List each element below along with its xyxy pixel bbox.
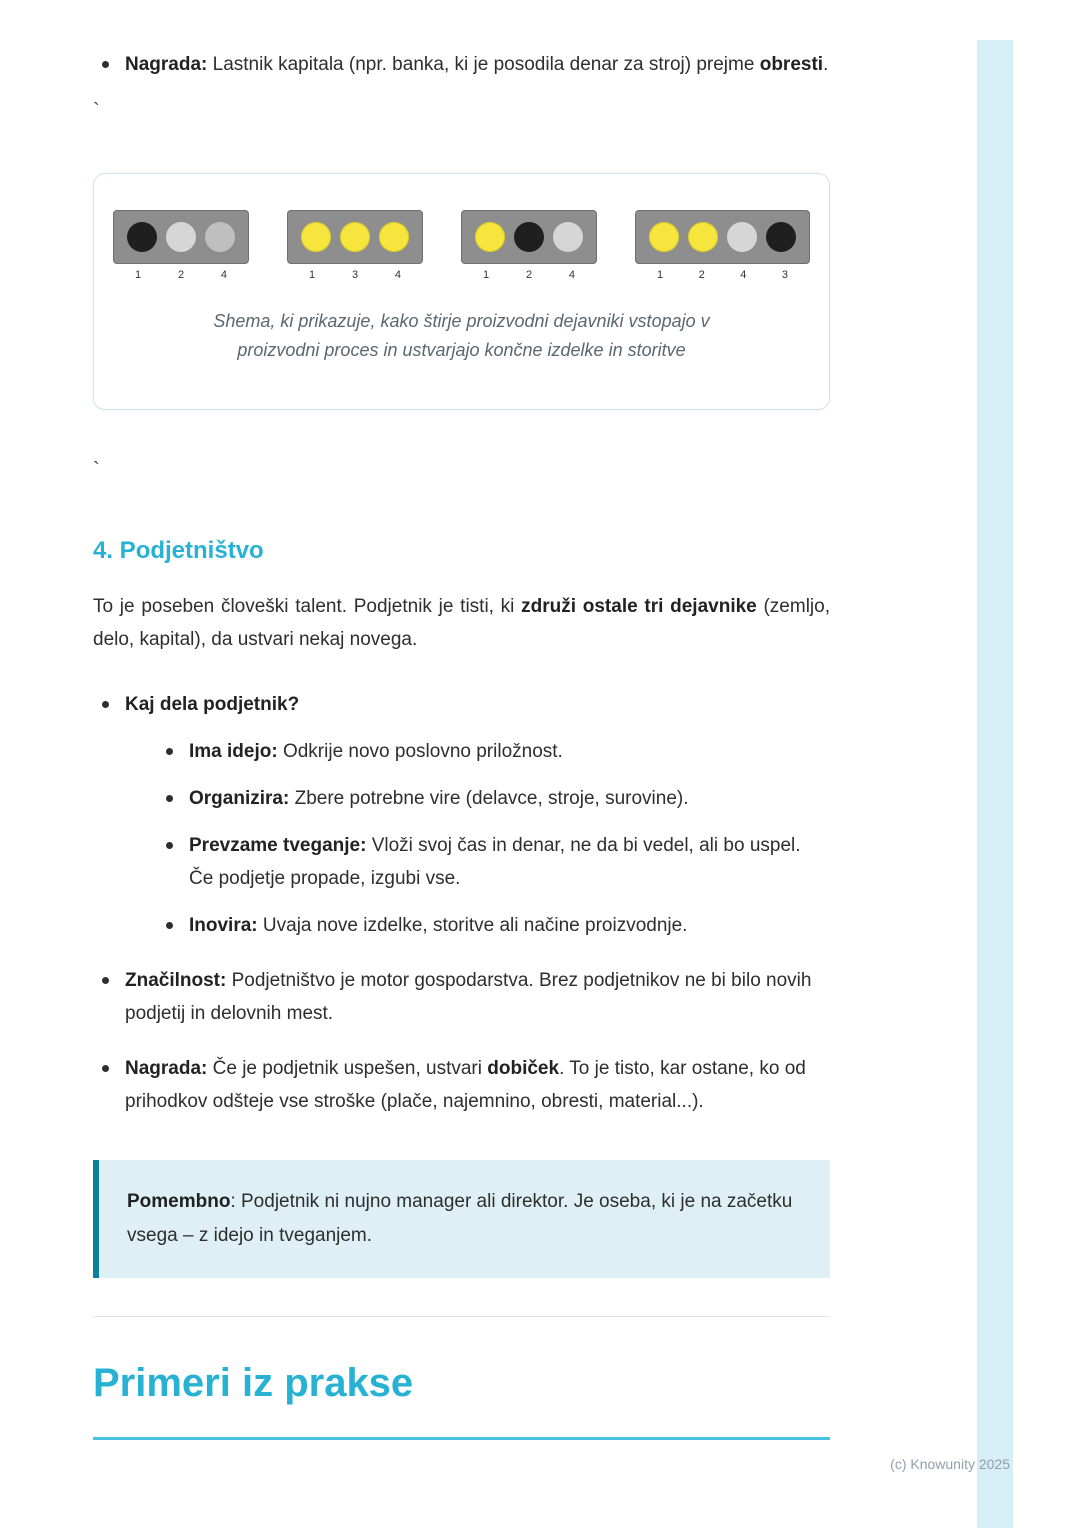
bullet-label: Značilnost:	[125, 970, 227, 991]
bullet-label: Ima idejo:	[189, 741, 278, 762]
bullet-tail: .	[823, 54, 829, 75]
traffic-light-circle-yellow	[475, 222, 505, 252]
traffic-light-number: 4	[220, 269, 227, 281]
bullet-emphasis: dobiček	[487, 1058, 560, 1079]
bullet-text: Zbere potrebne vire (delavce, stroje, surovine).	[289, 788, 689, 809]
bullet-emphasis: obresti	[759, 54, 824, 75]
traffic-light-circle-black	[127, 222, 157, 252]
traffic-light-number: 4	[394, 269, 401, 281]
traffic-light-circle-lightgray	[166, 222, 196, 252]
traffic-light-image	[287, 210, 423, 281]
teal-divider	[93, 1437, 830, 1440]
entrepreneur-list	[93, 688, 830, 1118]
traffic-light-circle-black	[514, 222, 544, 252]
bullet-text: Odkrije novo poslovno priložnost.	[277, 741, 563, 762]
bullet-label: Kaj dela podjetnik?	[125, 694, 300, 715]
traffic-light-body	[113, 210, 249, 264]
bullet-tail: . To je tisto, kar ostane, ko od prihodkov odšteje vse stroške (plače, najemnino, obresti, material...).	[125, 1058, 806, 1112]
traffic-light-image	[461, 210, 597, 281]
traffic-light-body	[635, 210, 810, 264]
traffic-light-circle-yellow	[301, 222, 331, 252]
traffic-light-number: 4	[568, 269, 575, 281]
traffic-light-body	[461, 210, 597, 264]
paragraph-bold: združi ostale tri dejavnike	[521, 596, 757, 617]
traffic-light-number: 4	[740, 269, 747, 281]
traffic-light-body	[287, 210, 423, 264]
traffic-light-number: 3	[351, 269, 359, 281]
list-item	[93, 688, 830, 942]
section-divider	[93, 1316, 830, 1317]
traffic-light-circle-yellow	[379, 222, 409, 252]
traffic-light-number: 1	[309, 269, 316, 281]
paragraph-text: To je poseben človeški talent. Podjetnik je tisti, ki	[93, 596, 522, 617]
list-item	[157, 909, 830, 942]
callout-label: Pomembno	[127, 1191, 231, 1212]
figure-card	[93, 173, 830, 410]
traffic-light-numbers	[287, 264, 423, 281]
figure-caption-line1: Shema, ki prikazuje, kako štirje proizvodni dejavniki vstopajo v	[213, 311, 710, 331]
list-item	[93, 1052, 830, 1118]
traffic-light-circle-lightgray	[553, 222, 583, 252]
traffic-light-number: 2	[698, 269, 705, 281]
traffic-light-circle-yellow	[340, 222, 370, 252]
list-item	[157, 782, 830, 815]
capital-reward-list	[93, 48, 830, 81]
list-item	[157, 735, 830, 768]
traffic-light-number: 2	[177, 269, 185, 281]
list-item	[157, 829, 830, 895]
traffic-light-numbers	[635, 264, 810, 281]
figure-caption-line2: proizvodni proces in ustvarjajo končne izdelke in storitve	[237, 340, 686, 360]
traffic-light-circle-gray	[205, 222, 235, 252]
bullet-label: Prevzame tveganje:	[189, 835, 367, 856]
bullet-label: Inovira:	[189, 915, 258, 936]
copyright-text: (c) Knowunity 2025	[890, 1456, 1010, 1472]
document-content	[93, 0, 830, 1440]
scrollbar-track[interactable]	[977, 40, 1013, 1528]
callout-text: : Podjetnik ni nujno manager ali direktor. Je oseba, ki je na začetku vsega – z idejo in tveganjem.	[127, 1191, 793, 1246]
stray-backtick: `	[93, 100, 100, 122]
figure-images	[122, 210, 801, 281]
bullet-text: Vloži svoj čas in denar, ne da bi vedel, ali bo uspel. Če podjetje propade, izgubi vse.	[189, 835, 801, 889]
section-heading: 4. Podjetništvo	[93, 537, 264, 564]
bullet-text: Podjetništvo je motor gospodarstva. Brez podjetnikov ne bi bilo novih podjetij in delovnih mest.	[125, 970, 812, 1024]
page-title: Primeri iz prakse	[93, 1361, 414, 1405]
traffic-light-circle-yellow	[649, 222, 679, 252]
figure-caption	[122, 307, 801, 365]
paragraph-text: (zemljo, delo, kapital), da ustvari nekaj novega.	[93, 596, 830, 650]
traffic-light-numbers	[461, 264, 597, 281]
traffic-light-number: 1	[135, 269, 142, 281]
traffic-light-number: 3	[781, 269, 788, 281]
bullet-text: Lastnik kapitala (npr. banka, ki je posodila denar za stroj) prejme	[207, 54, 760, 75]
bullet-text: Uvaja nove izdelke, storitve ali načine proizvodnje.	[257, 915, 688, 936]
bullet-label: Organizira:	[189, 788, 290, 809]
traffic-light-image	[113, 210, 249, 281]
traffic-light-number: 2	[525, 269, 533, 281]
important-callout	[93, 1160, 830, 1278]
stray-backtick: `	[93, 459, 100, 481]
callout-paragraph	[127, 1185, 800, 1253]
traffic-light-image	[635, 210, 810, 281]
traffic-light-numbers	[113, 264, 249, 281]
list-item	[93, 48, 830, 81]
traffic-light-number: 1	[483, 269, 490, 281]
bullet-label: Nagrada:	[125, 54, 208, 75]
section-paragraph	[93, 590, 830, 656]
traffic-light-circle-lightgray	[727, 222, 757, 252]
traffic-light-number: 1	[657, 269, 664, 281]
traffic-light-circle-black	[766, 222, 796, 252]
bullet-label: Nagrada:	[125, 1058, 208, 1079]
traffic-light-circle-yellow	[688, 222, 718, 252]
bullet-text: Če je podjetnik uspešen, ustvari	[207, 1058, 488, 1079]
entrepreneur-task-list	[125, 735, 830, 942]
list-item	[93, 964, 830, 1030]
